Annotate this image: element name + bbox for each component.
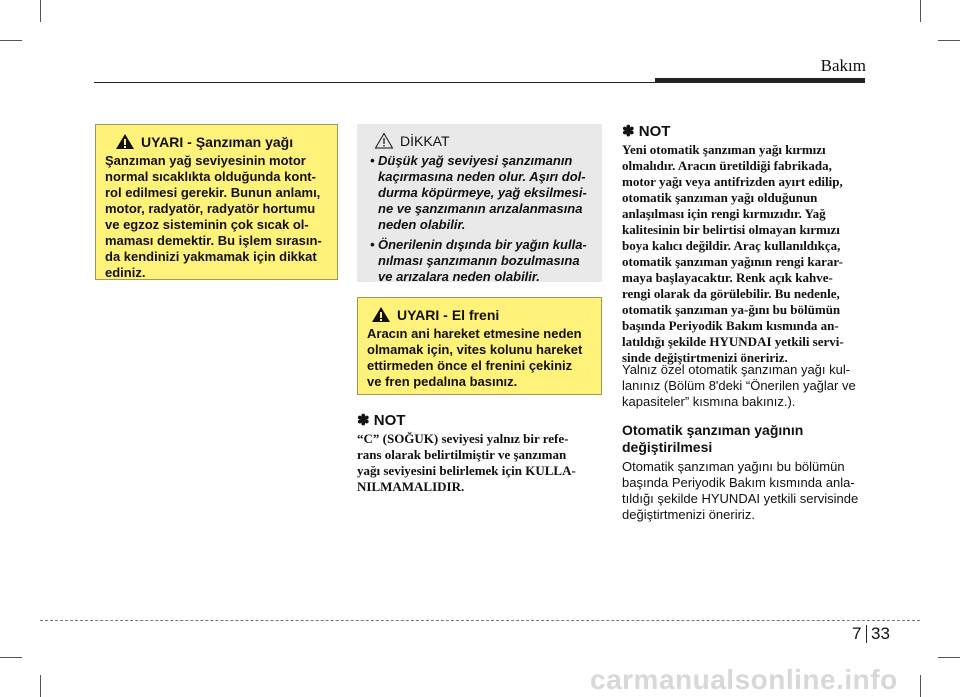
warning-line: ve egzoz sisteminin çok sıcak ol-: [105, 217, 309, 232]
crop-mark: [938, 657, 960, 658]
note-line: otomatik şanzıman yağı olduğunun: [622, 190, 818, 205]
header-rule-accent: [655, 78, 865, 83]
paragraph-line: lanınız (Bölüm 8'deki “Önerilen yağlar ve: [622, 378, 856, 393]
warning-subject: El freni: [451, 306, 500, 323]
paragraph-line: Yalnız özel otomatik şanzıman yağı kul-: [622, 362, 851, 377]
caution-line: Düşük yağ seviyesi şanzımanın: [378, 153, 573, 168]
note-line: motor yağı veya antifrizden ayırt edilip,: [622, 174, 843, 189]
chapter-number: 7: [852, 624, 862, 643]
note-line: rengi olarak da görülebilir. Bu nedenle,: [622, 286, 840, 301]
warning-heading: [371, 306, 592, 323]
section-body: [622, 459, 867, 523]
caution-heading: [374, 132, 593, 149]
section-line: başında Periyodik Bakım kısmında anla-: [622, 475, 855, 490]
warning-line: Aracın ani hareket etmesine neden: [367, 326, 582, 341]
warning-line: motor, radyatör, radyatör hortumu: [105, 201, 316, 216]
crop-mark: [920, 0, 921, 22]
note-red-fluid: [622, 122, 867, 366]
fluid-change-section: [622, 422, 867, 523]
note-line: sinde değiştirtmenizi öneririz.: [622, 350, 788, 365]
caution-label: DİKKAT: [400, 132, 450, 149]
warning-line: normal sıcaklıkta olduğunda kont-: [105, 169, 316, 184]
warning-label: UYARI -: [141, 133, 192, 150]
warning-line: da kendinizi yakmamak için dikkat: [105, 249, 317, 264]
section-title: Bakım: [820, 56, 866, 75]
note-body: [357, 431, 602, 495]
section-line: Otomatik şanzıman yağını bu bölümün: [622, 459, 845, 474]
caution-line: Önerilenin dışında bir yağın kulla-: [378, 237, 587, 252]
warning-triangle-icon: [115, 133, 135, 150]
section-line: değiştirtmenizi öneririz.: [622, 507, 755, 522]
note-line: NILMAMALIDIR.: [357, 479, 465, 494]
warning-line: rol edilmesi gerekir. Bunun anlamı,: [105, 185, 321, 200]
warning-box-parking-brake: [357, 297, 602, 395]
note-line: başında Periyodik Bakım kısmında an-: [622, 318, 839, 333]
warning-triangle-icon: [371, 306, 391, 323]
warning-line: ettirmeden önce el frenini çekiniz: [367, 358, 573, 373]
note-line: boya kalıcı değildir. Araç kullanıldıkça,: [622, 238, 841, 253]
caution-line: durma köpürmeye, yağ eksilmesi-: [378, 185, 587, 200]
caution-item: • Önerilenin dışında bir yağın kulla- nılması şanzımanın bozulmasına ve arızalara neden olabilir.: [370, 237, 587, 284]
caution-line: kaçırmasına neden olur. Aşırı dol-: [378, 169, 586, 184]
crop-mark: [0, 657, 22, 658]
caution-box: [357, 124, 602, 282]
note-line: latıldığı şekilde HYUNDAI yetkili servi-: [622, 334, 844, 349]
crop-mark: [40, 675, 41, 697]
caution-line: neden olabilir.: [378, 217, 466, 232]
watermark: carmanualsonline.info: [590, 664, 898, 695]
warning-line: olmamak için, vites kolunu hareket: [367, 342, 583, 357]
warning-heading: [115, 133, 328, 150]
caution-list: [366, 153, 593, 285]
footer-dashed-rule: [40, 620, 920, 621]
caution-line: ve arızalara neden olabilir.: [378, 269, 540, 284]
caution-triangle-icon: [374, 132, 394, 149]
section-heading-line: değiştirilmesi: [622, 439, 713, 455]
note-line: yağı seviyesini belirlemek için KULLA-: [357, 463, 576, 478]
note-line: olmalıdır. Aracın üretildiği fabrikada,: [622, 158, 832, 173]
note-line: otomatik şanzıman ya-ğını bu bölümün: [622, 302, 841, 317]
section-heading: [622, 422, 867, 456]
note-line: Yeni otomatik şanzıman yağı kırmızı: [622, 142, 826, 157]
section-line: tıldığı şekilde HYUNDAI yetkili servisinde: [622, 491, 859, 506]
crop-mark: [920, 675, 921, 697]
section-heading-line: Otomatik şanzıman yağının: [622, 422, 804, 438]
warning-line: maması demektir. Bu işlem sırasın-: [105, 233, 322, 248]
note-line: rans olarak belirtilmiştir ve şanzıman: [357, 447, 567, 462]
note-line: “C” (SOĞUK) seviyesi yalnız bir refe-: [357, 431, 569, 446]
crop-mark: [40, 0, 41, 22]
crop-mark: [938, 40, 960, 41]
caution-item: • Düşük yağ seviyesi şanzımanın kaçırmasına neden olur. Aşırı dol- durma köpürmeye, yağ eksilmesi- ne ve şanzımanın arızalanmasına neden olabilir.: [370, 153, 587, 232]
warning-body: [105, 153, 328, 281]
note-line: anlaşılması için rengi kırmızıdır. Yağ: [622, 206, 826, 221]
note-line: kalitesinin bir belirtisi olmayan kırmızı: [622, 222, 840, 237]
warning-subject: Şanzıman yağı: [195, 133, 294, 150]
caution-line: nılması şanzımanın bozulmasına: [378, 253, 580, 268]
note-line: maya başlayacaktır. Renk açık kahve-: [622, 270, 833, 285]
note-heading: ✽ NOT: [357, 412, 406, 429]
page-number-separator: [866, 625, 867, 643]
caution-line: ne ve şanzımanın arızalanmasına: [378, 201, 583, 216]
note-line: otomatik şanzıman yağının rengi karar-: [622, 254, 844, 269]
crop-mark: [0, 40, 22, 41]
page-number: 33: [871, 624, 890, 643]
note-body: [622, 142, 867, 366]
paragraph-line: kapasiteler” kısmına bakınız.).: [622, 394, 796, 409]
warning-body: [367, 326, 592, 390]
note-heading: ✽ NOT: [622, 123, 671, 140]
fluid-recommendation-paragraph: [622, 362, 867, 410]
note-cold-level: [357, 411, 602, 495]
warning-label: UYARI -: [397, 306, 448, 323]
warning-box-transmission-oil: [95, 124, 338, 280]
warning-line: ediniz.: [105, 265, 146, 280]
warning-line: ve fren pedalına basınız.: [367, 374, 518, 389]
warning-line: Şanzıman yağ seviyesinin motor: [105, 153, 306, 168]
